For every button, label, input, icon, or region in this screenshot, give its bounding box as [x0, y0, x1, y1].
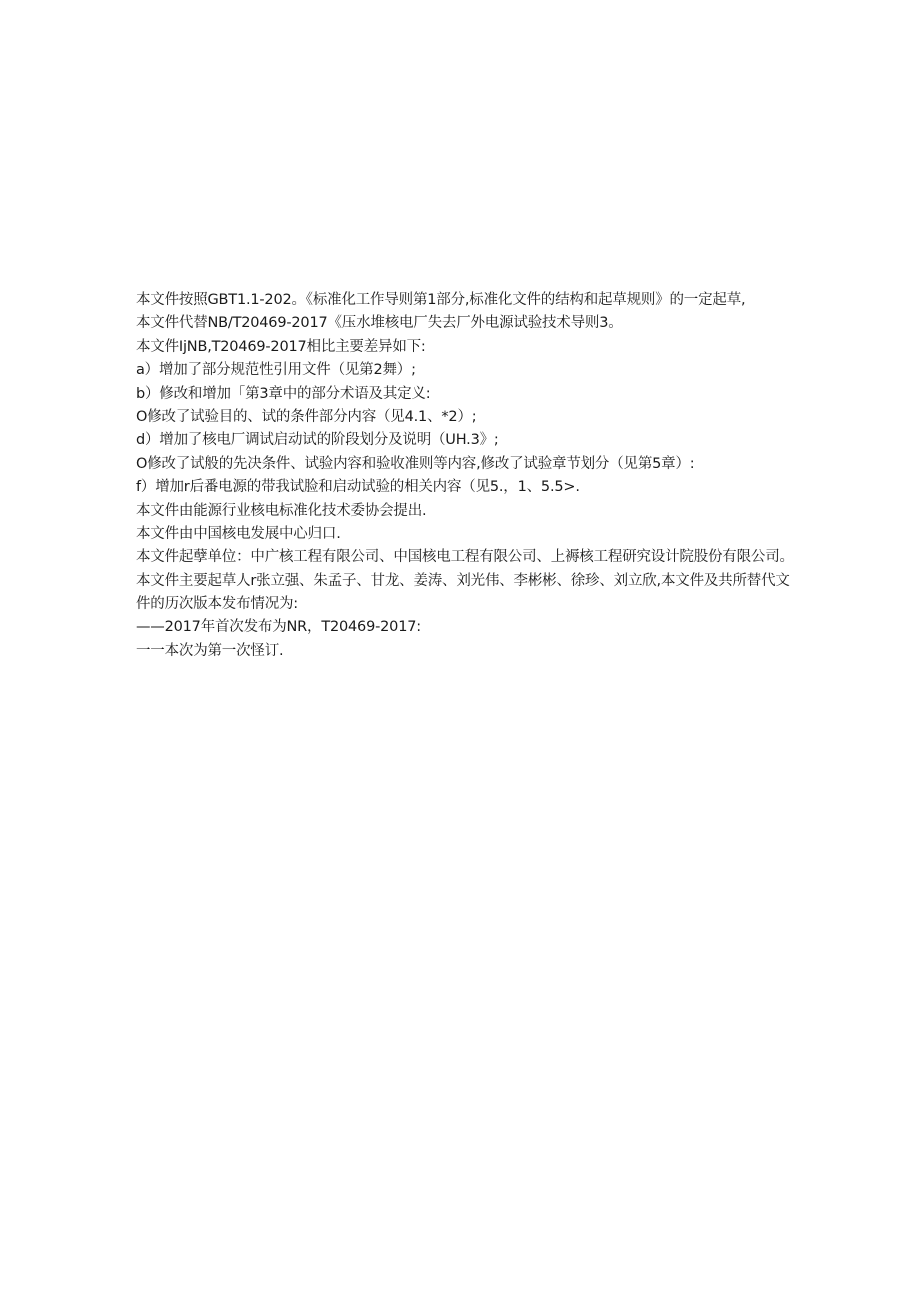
replaces-standard-line: 本文件代替NB/T20469-2017《压水堆核电厂失去厂外电源试验技术导则3。 [136, 315, 623, 332]
history-first-release: ——2017年首次发布为NR，T20469-2017: [136, 619, 421, 636]
difference-item-c: O修改了试验目的、试的条件部分内容（见4.1、*2）; [136, 408, 477, 425]
difference-item-e: O修改了试般的先决条件、试验内容和验收准则等内容,修改了试验章节划分（见第5章）: [136, 455, 695, 472]
difference-item-d: d）增加了核电厂调试启动试的阶段划分及说明（UH.3》; [136, 432, 499, 449]
proposed-by-line: 本文件由能源行业核电标准化技术委协会提出. [136, 502, 427, 519]
history-current-revision: 一一本次为第一次怪订. [136, 642, 284, 659]
drafting-rules-line: 本文件按照GBT1.1-202。《标准化工作导则第1部分,标准化文件的结构和起草规则》的一定起草, [136, 292, 746, 308]
drafters-line-continued: 件的历次版本发布情况为: [136, 596, 298, 613]
difference-item-f: f）增加r后番电源的带我试脸和启动试验的相关内容（见5.，1、5.5>. [136, 479, 580, 496]
difference-item-b: b）修改和增加「第3章中的部分术语及其定义: [136, 385, 431, 402]
main-differences-intro: 本文件IjNB,T20469-2017相比主要差异如下: [136, 338, 426, 355]
drafting-units-line: 本文件起孽单位：中广核工程有限公司、中国核电工程有限公司、上褥核工程研究设计院股份有限公司。 [136, 549, 794, 566]
difference-item-a: a）增加了部分规范性引用文件（见第2舞）; [136, 362, 416, 379]
centralized-by-line: 本文件由中国核电发展中心归口. [136, 525, 341, 542]
drafters-line: 本文件主要起草人r张立强、朱孟子、甘龙、姜涛、刘光伟、李彬彬、徐珍、刘立欣,本文件及共所替代文 [136, 572, 790, 589]
foreword-text [136, 289, 856, 663]
